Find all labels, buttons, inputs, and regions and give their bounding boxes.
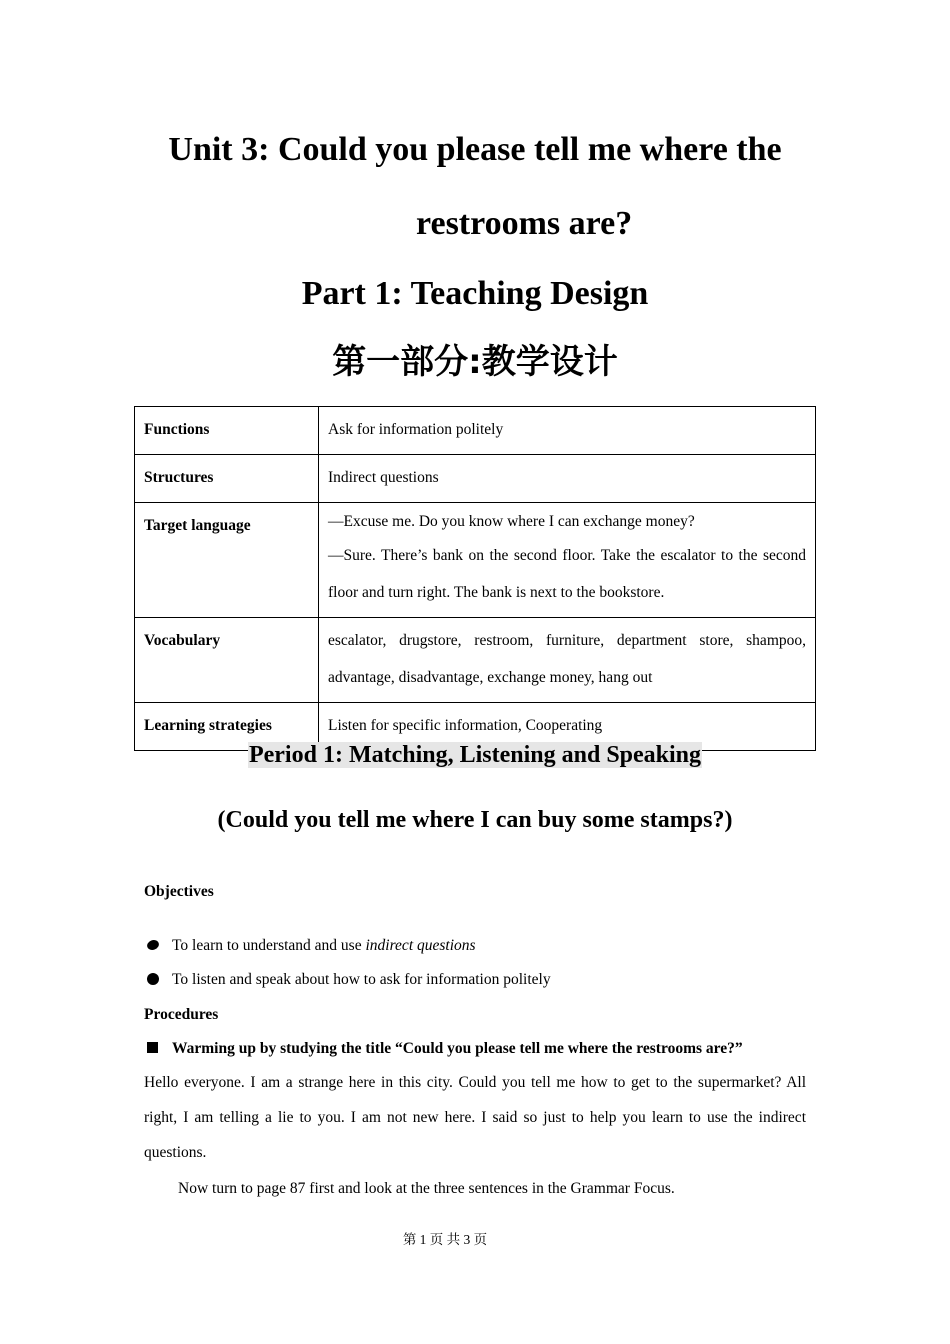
objective-text: To listen and speak about how to ask for information politely bbox=[172, 971, 551, 988]
row-value-line: Ask for information politely bbox=[328, 421, 504, 438]
objectives-heading: Objectives bbox=[144, 883, 214, 900]
bullet-dot-icon bbox=[144, 970, 172, 990]
row-value-line: escalator, drugstore, restroom, furniture, department store, shampoo, advantage, disadvantage, exchange money, hang out bbox=[328, 632, 806, 686]
period-title: Period 1: Matching, Listening and Speaking bbox=[248, 742, 702, 768]
bullet-dot-icon bbox=[144, 936, 172, 956]
row-key: Functions bbox=[135, 407, 319, 455]
page-footer: 第 1 页 共 3 页 bbox=[402, 1232, 488, 1247]
row-key: Structures bbox=[135, 455, 319, 503]
row-value-line: Indirect questions bbox=[328, 469, 439, 486]
list-item bbox=[144, 936, 476, 956]
procedures-heading: Procedures bbox=[144, 1006, 219, 1023]
part-title: Part 1: Teaching Design bbox=[301, 275, 649, 312]
row-value bbox=[319, 455, 816, 503]
document-title-line2: restrooms are? bbox=[416, 205, 633, 242]
row-key: Vocabulary bbox=[135, 618, 319, 703]
square-bullet-icon bbox=[144, 1039, 172, 1059]
part-title-chinese: 第一部分:教学设计 bbox=[332, 342, 618, 382]
row-value-line: Listen for specific information, Cooperating bbox=[328, 717, 603, 734]
table-row bbox=[135, 407, 816, 455]
row-value-line: —Sure. There’s bank on the second floor. Take the escalator to the second floor and turn right. The bank is next to the bookstore. bbox=[328, 547, 806, 601]
row-value bbox=[319, 503, 816, 618]
row-key: Target language bbox=[135, 503, 319, 618]
body-paragraph: Now turn to page 87 first and look at the three sentences in the Grammar Focus. bbox=[178, 1180, 675, 1197]
table-row bbox=[135, 455, 816, 503]
row-value bbox=[319, 407, 816, 455]
row-value-line: —Excuse me. Do you know where I can exchange money? bbox=[328, 513, 695, 530]
procedure-step bbox=[144, 1039, 743, 1059]
body-paragraph: Hello everyone. I am a strange here in this city. Could you tell me how to get to the supermarket? All right, I am telling a lie to you. I am not new here. I said so just to help you learn to use the indirect questions. bbox=[144, 1074, 806, 1161]
objective-emphasis: indirect questions bbox=[365, 937, 476, 954]
document-title-line1: Unit 3: Could you please tell me where the bbox=[168, 131, 782, 168]
period-subtitle: (Could you tell me where I can buy some stamps?) bbox=[217, 807, 733, 833]
list-item bbox=[144, 970, 551, 990]
table-row bbox=[135, 618, 816, 703]
objective-text: To learn to understand and use bbox=[172, 937, 366, 954]
table-row bbox=[135, 503, 816, 618]
teaching-design-table bbox=[134, 406, 816, 751]
period-heading bbox=[0, 740, 950, 770]
row-key: Learning strategies bbox=[135, 703, 319, 751]
row-value bbox=[319, 618, 816, 703]
procedure-step-text: Warming up by studying the title “Could you please tell me where the restrooms are?” bbox=[172, 1040, 743, 1057]
